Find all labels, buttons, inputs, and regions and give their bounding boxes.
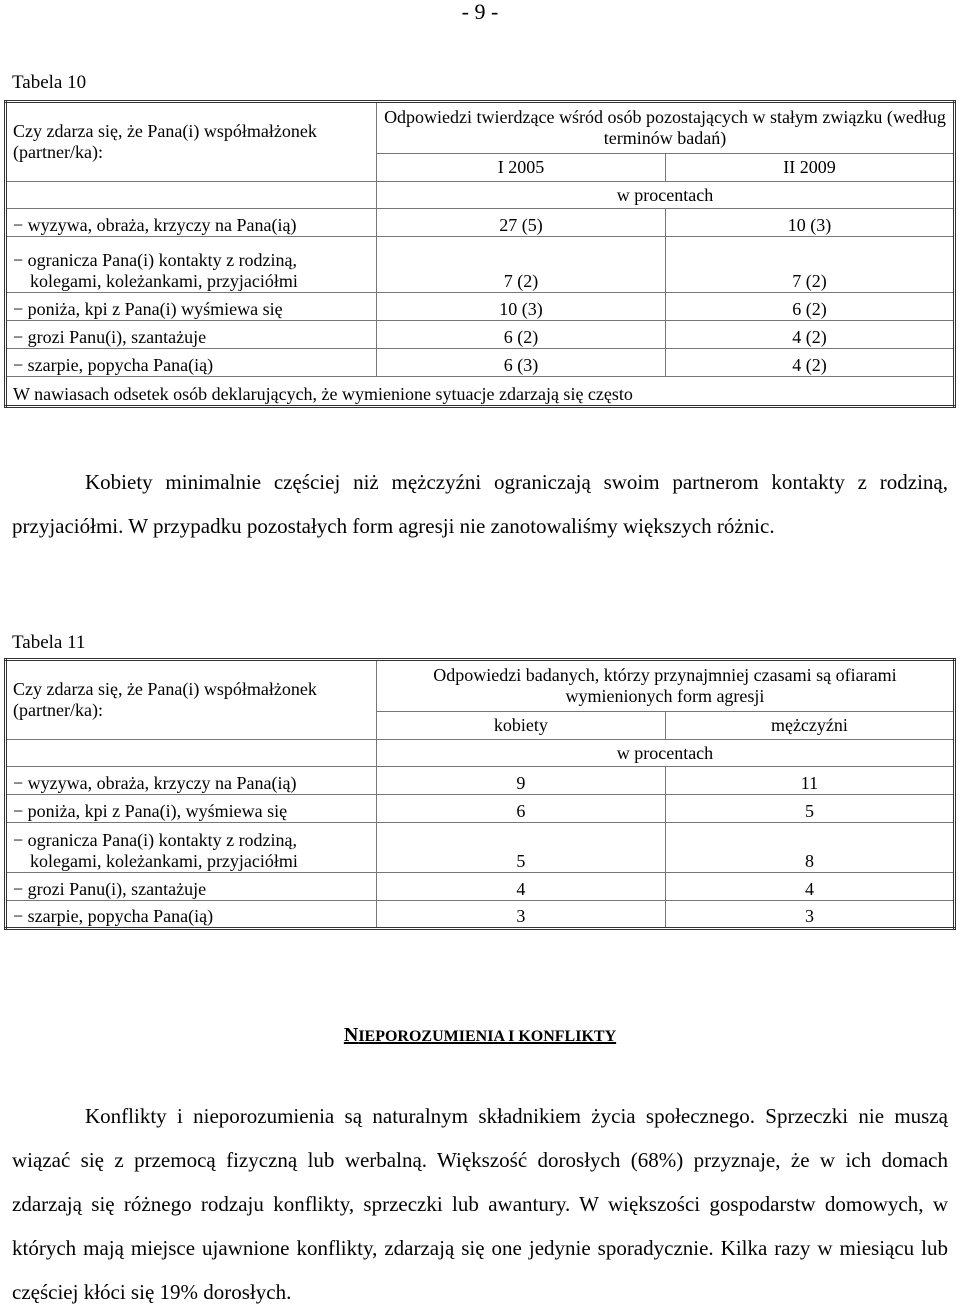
table-10-row-label: − grozi Panu(i), szantażuje [6,321,377,349]
table-10-col-2009: II 2009 [665,154,954,182]
table-10-cell: 7 (2) [665,237,954,293]
table-11-unit: w procentach [376,740,954,767]
table-11-cell: 4 [665,873,954,901]
table-11-col-women: kobiety [376,712,665,740]
table-11-row-label: − ogranicza Pana(i) kontakty z rodziną, kolegami, koleżankami, przyjaciółmi [6,823,377,873]
table-10 [4,100,956,408]
page-number: - 9 - [461,0,499,24]
table-11-cell: 8 [665,823,954,873]
table-10-cell: 4 (2) [665,349,954,377]
table-11-cell: 3 [665,901,954,929]
table-11-empty-cell [6,740,377,767]
table-10-group-header: Odpowiedzi twierdzące wśród osób pozostających w stałym związku (według terminów badań) [376,102,954,154]
table-10-cell: 6 (2) [376,321,665,349]
table-10-cell: 6 (2) [665,293,954,321]
table-11-row-label: − wyzywa, obraża, krzyczy na Pana(ią) [6,767,377,795]
table-11-row-label: − szarpie, popycha Pana(ią) [6,901,377,929]
paragraph-conflicts: Konflikty i nieporozumienia są naturalnym składnikiem życia społecznego. Sprzeczki nie muszą wiązać się z przemocą fizyczną lub werbalną. Większość dorosłych (68%) przyznaje, że w ich domach zdarzają się różnego rodzaju konflikty, sprzeczki lub awantury. W większości gospodarstw domowych, w których mają miejsce ujawnione konflikty, zdarzają się one jedynie sporadycznie. Kilka razy w miesiącu lub częściej kłóci się 19% dorosłych. [12,1104,948,1304]
table-10-cell: 6 (3) [376,349,665,377]
paragraph-gender-contacts: Kobiety minimalnie częściej niż mężczyźni ograniczają swoim partnerom kontakty z rodziną, przyjaciółmi. W przypadku pozostałych form agresji nie zanotowaliśmy większych różnic. [12,470,948,538]
section-heading: NIEPOROZUMIENIA I KONFLIKTY [343,1024,617,1046]
table-11-caption: Tabela 11 [12,632,86,653]
table-10-note: W nawiasach odsetek osób deklarujących, że wymienione sytuacje zdarzają się często [6,377,955,407]
table-11-row-label: − poniża, kpi z Pana(i), wyśmiewa się [6,795,377,823]
table-10-question-header: Czy zdarza się, że Pana(i) współmałżonek (partner/ka): [6,102,377,182]
table-10-row-label: − wyzywa, obraża, krzyczy na Pana(ią) [6,209,377,237]
table-10-cell: 10 (3) [376,293,665,321]
table-10-empty-cell [6,182,377,209]
table-11-cell: 9 [376,767,665,795]
table-11-group-header: Odpowiedzi badanych, którzy przynajmniej czasami są ofiarami wymienionych form agresji [376,660,954,712]
table-10-col-2005: I 2005 [376,154,665,182]
table-11-question-header: Czy zdarza się, że Pana(i) współmałżonek (partner/ka): [6,660,377,740]
table-11-cell: 5 [376,823,665,873]
table-11-cell: 3 [376,901,665,929]
table-10-cell: 27 (5) [376,209,665,237]
table-11-cell: 4 [376,873,665,901]
table-11-row-label: − grozi Panu(i), szantażuje [6,873,377,901]
table-10-row-label: − szarpie, popycha Pana(ią) [6,349,377,377]
table-10-row-label: − poniża, kpi z Pana(i) wyśmiewa się [6,293,377,321]
table-11 [4,658,956,930]
table-11-col-men: mężczyźni [665,712,954,740]
table-10-caption: Tabela 10 [12,72,87,93]
table-10-cell: 7 (2) [376,237,665,293]
table-11-cell: 6 [376,795,665,823]
table-10-unit: w procentach [376,182,954,209]
table-11-cell: 5 [665,795,954,823]
table-11-cell: 11 [665,767,954,795]
table-10-cell: 4 (2) [665,321,954,349]
table-10-cell: 10 (3) [665,209,954,237]
table-10-row-label: − ogranicza Pana(i) kontakty z rodziną, kolegami, koleżankami, przyjaciółmi [6,237,377,293]
